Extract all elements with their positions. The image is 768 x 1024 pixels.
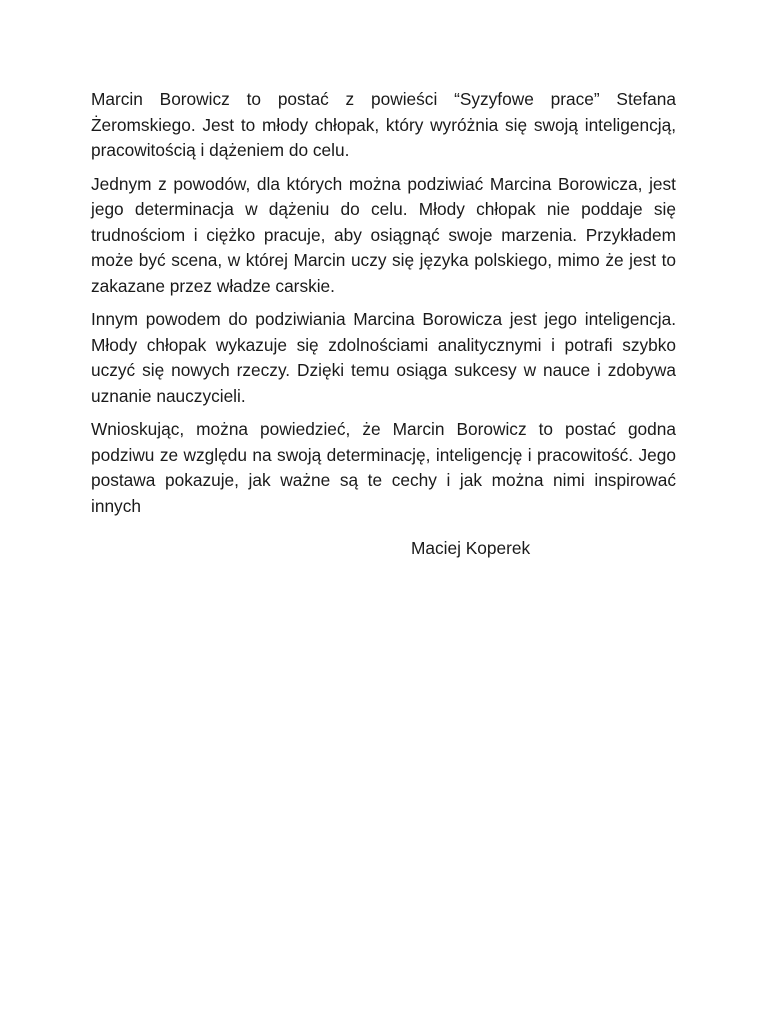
paragraph-determination: Jednym z powodów, dla których można podziwiać Marcina Borowicza, jest jego determinacja w dążeniu do celu. Młody chłopak nie poddaje się trudnościom i ciężko pracuje, aby osiągnąć swoje marzenia. Przykładem może być scena, w której Marcin uczy się języka polskiego, mimo że jest to zakazane przez władze carskie. bbox=[91, 173, 676, 296]
paragraph-conclusion: Wnioskując, można powiedzieć, że Marcin Borowicz to postać godna podziwu ze względu na swoją determinację, inteligencję i pracowitość. Jego postawa pokazuje, jak ważne są te cechy i jak można nimi inspirować innych bbox=[91, 419, 676, 516]
paragraph-intro: Marcin Borowicz to postać z powieści “Syzyfowe prace” Stefana Żeromskiego. Jest to młody chłopak, który wyróżnia się swoją inteligencją, pracowitością i dążeniem do celu. bbox=[91, 89, 676, 160]
document-body bbox=[91, 87, 676, 527]
paragraph-intelligence: Innym powodem do podziwiania Marcina Borowicza jest jego inteligencja. Młody chłopak wykazuje się zdolnościami analitycznymi i potrafi szybko uczyć się nowych rzeczy. Dzięki temu osiąga sukcesy w nauce i zdobywa uznanie nauczycieli. bbox=[91, 309, 676, 406]
author-signature: Maciej Koperek bbox=[411, 538, 531, 558]
